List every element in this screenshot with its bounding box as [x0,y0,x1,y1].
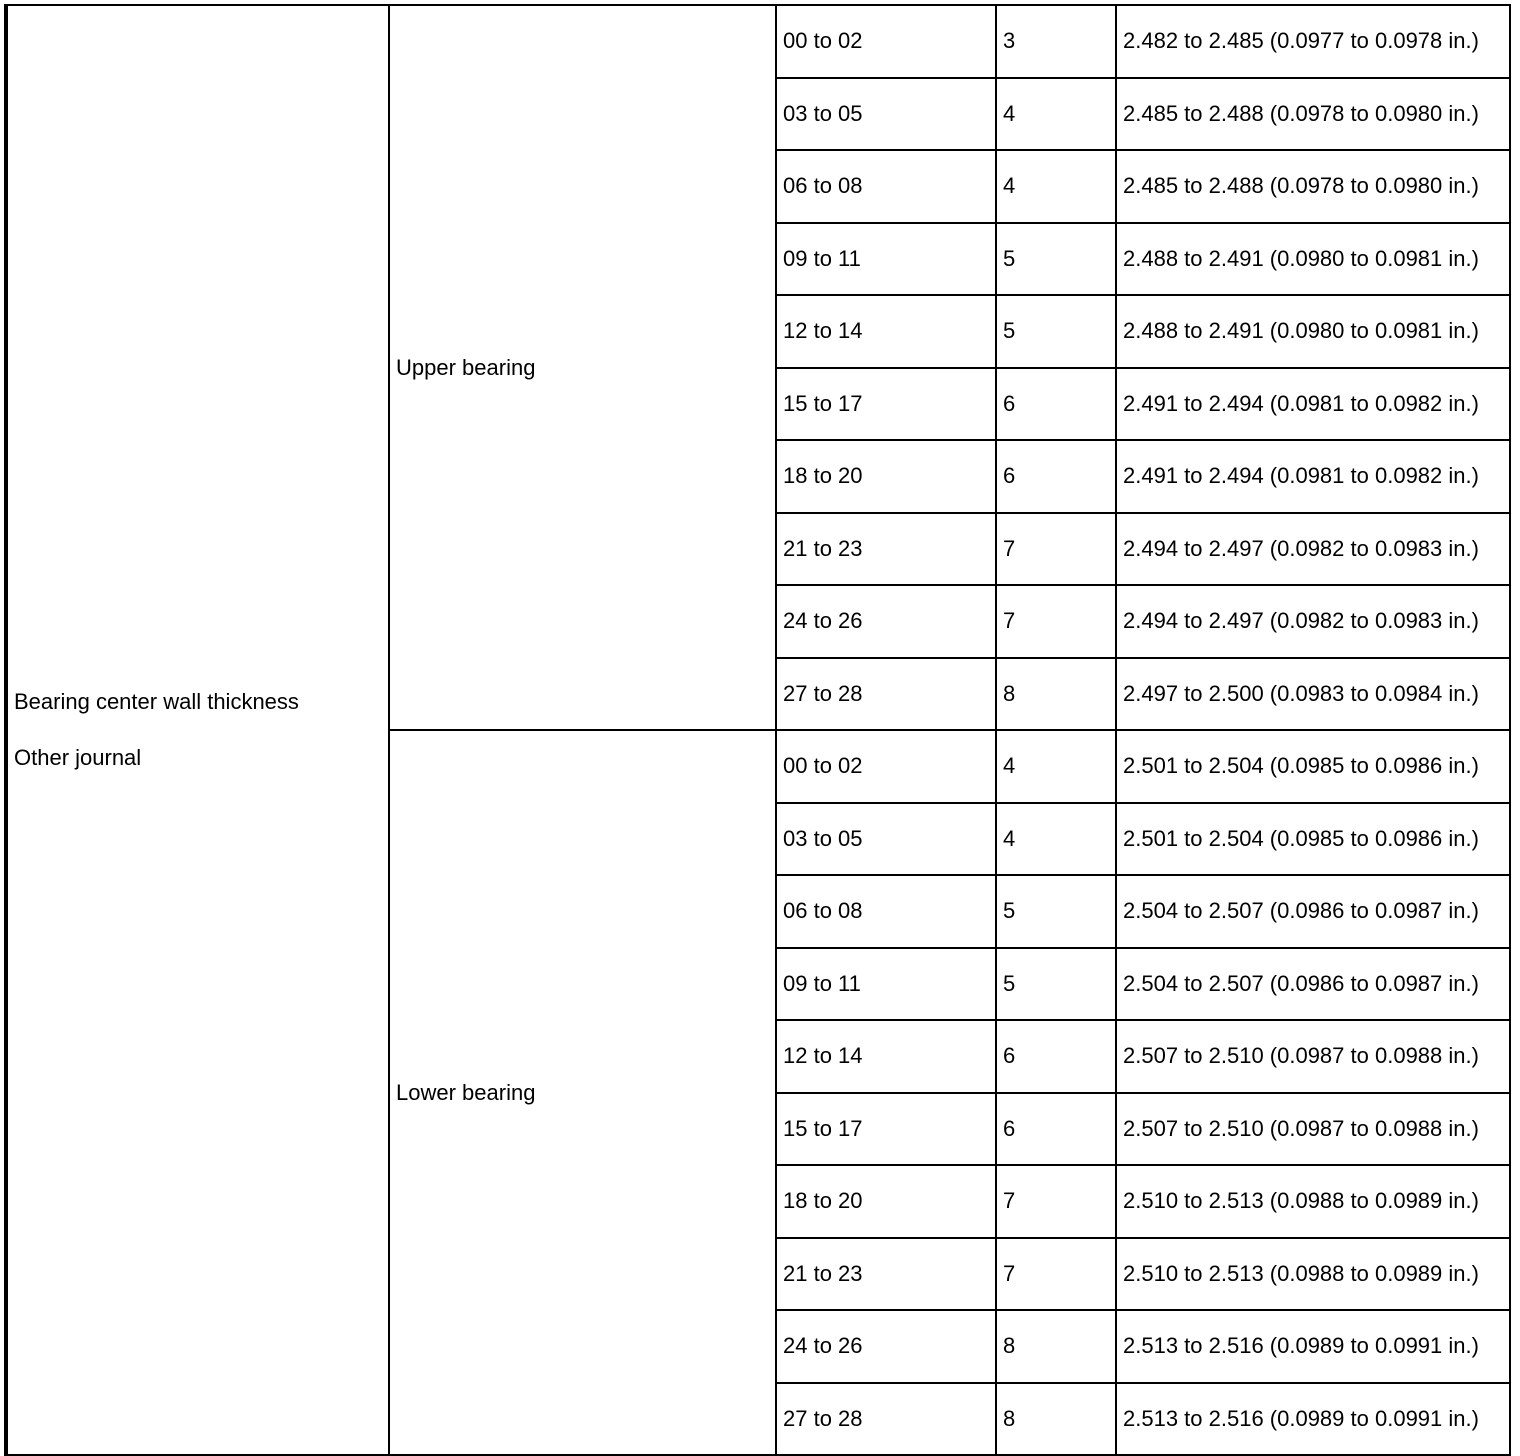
thickness-value-cell: 2.504 to 2.507 (0.0986 to 0.0987 in.) [1116,948,1510,1021]
bearing-grade-cell: 5 [996,875,1116,948]
grade-range-cell: 18 to 20 [776,1165,996,1238]
bearing-grade-cell: 4 [996,730,1116,803]
grade-range-cell: 00 to 02 [776,730,996,803]
thickness-value-cell: 2.510 to 2.513 (0.0988 to 0.0989 in.) [1116,1238,1510,1311]
grade-range-cell: 15 to 17 [776,368,996,441]
grade-range-cell: 15 to 17 [776,1093,996,1166]
thickness-value-cell: 2.491 to 2.494 (0.0981 to 0.0982 in.) [1116,368,1510,441]
bearing-grade-cell: 8 [996,1383,1116,1456]
thickness-value-cell: 2.482 to 2.485 (0.0977 to 0.0978 in.) [1116,5,1510,78]
thickness-value-cell: 2.488 to 2.491 (0.0980 to 0.0981 in.) [1116,223,1510,296]
item-name-cell [6,5,389,1455]
grade-range-cell: 24 to 26 [776,1310,996,1383]
bearing-grade-cell: 8 [996,658,1116,731]
table-row [6,5,1510,78]
bearing-grade-cell: 6 [996,440,1116,513]
thickness-value-cell: 2.494 to 2.497 (0.0982 to 0.0983 in.) [1116,513,1510,586]
grade-range-cell: 00 to 02 [776,5,996,78]
item-name: Bearing center wall thickness [14,689,299,714]
grade-range-cell: 12 to 14 [776,1020,996,1093]
thickness-value-cell: 2.494 to 2.497 (0.0982 to 0.0983 in.) [1116,585,1510,658]
grade-range-cell: 09 to 11 [776,948,996,1021]
bearing-group-label: Upper bearing [389,5,776,730]
grade-range-cell: 27 to 28 [776,658,996,731]
grade-range-cell: 03 to 05 [776,78,996,151]
bearing-grade-cell: 8 [996,1310,1116,1383]
bearing-group-label: Lower bearing [389,730,776,1455]
thickness-value-cell: 2.497 to 2.500 (0.0983 to 0.0984 in.) [1116,658,1510,731]
thickness-value-cell: 2.507 to 2.510 (0.0987 to 0.0988 in.) [1116,1020,1510,1093]
thickness-value-cell: 2.488 to 2.491 (0.0980 to 0.0981 in.) [1116,295,1510,368]
grade-range-cell: 18 to 20 [776,440,996,513]
bearing-grade-cell: 5 [996,948,1116,1021]
grade-range-cell: 27 to 28 [776,1383,996,1456]
grade-range-cell: 06 to 08 [776,875,996,948]
bearing-grade-cell: 7 [996,1165,1116,1238]
bearing-grade-cell: 4 [996,150,1116,223]
bearing-grade-cell: 5 [996,295,1116,368]
bearing-grade-cell: 6 [996,1093,1116,1166]
bearing-grade-cell: 7 [996,585,1116,658]
thickness-value-cell: 2.510 to 2.513 (0.0988 to 0.0989 in.) [1116,1165,1510,1238]
bearing-grade-cell: 6 [996,368,1116,441]
bearing-grade-cell: 3 [996,5,1116,78]
bearing-grade-cell: 4 [996,78,1116,151]
bearing-spec-table [4,4,1511,1456]
grade-range-cell: 09 to 11 [776,223,996,296]
grade-range-cell: 06 to 08 [776,150,996,223]
bearing-grade-cell: 6 [996,1020,1116,1093]
bearing-grade-cell: 7 [996,513,1116,586]
grade-range-cell: 03 to 05 [776,803,996,876]
spec-table-body [6,5,1510,1455]
bearing-grade-cell: 7 [996,1238,1116,1311]
grade-range-cell: 21 to 23 [776,513,996,586]
item-subname: Other journal [14,745,142,770]
thickness-value-cell: 2.485 to 2.488 (0.0978 to 0.0980 in.) [1116,78,1510,151]
thickness-value-cell: 2.485 to 2.488 (0.0978 to 0.0980 in.) [1116,150,1510,223]
bearing-grade-cell: 5 [996,223,1116,296]
grade-range-cell: 21 to 23 [776,1238,996,1311]
thickness-value-cell: 2.501 to 2.504 (0.0985 to 0.0986 in.) [1116,730,1510,803]
thickness-value-cell: 2.501 to 2.504 (0.0985 to 0.0986 in.) [1116,803,1510,876]
bearing-grade-cell: 4 [996,803,1116,876]
thickness-value-cell: 2.504 to 2.507 (0.0986 to 0.0987 in.) [1116,875,1510,948]
grade-range-cell: 12 to 14 [776,295,996,368]
grade-range-cell: 24 to 26 [776,585,996,658]
thickness-value-cell: 2.513 to 2.516 (0.0989 to 0.0991 in.) [1116,1383,1510,1456]
thickness-value-cell: 2.513 to 2.516 (0.0989 to 0.0991 in.) [1116,1310,1510,1383]
thickness-value-cell: 2.507 to 2.510 (0.0987 to 0.0988 in.) [1116,1093,1510,1166]
thickness-value-cell: 2.491 to 2.494 (0.0981 to 0.0982 in.) [1116,440,1510,513]
